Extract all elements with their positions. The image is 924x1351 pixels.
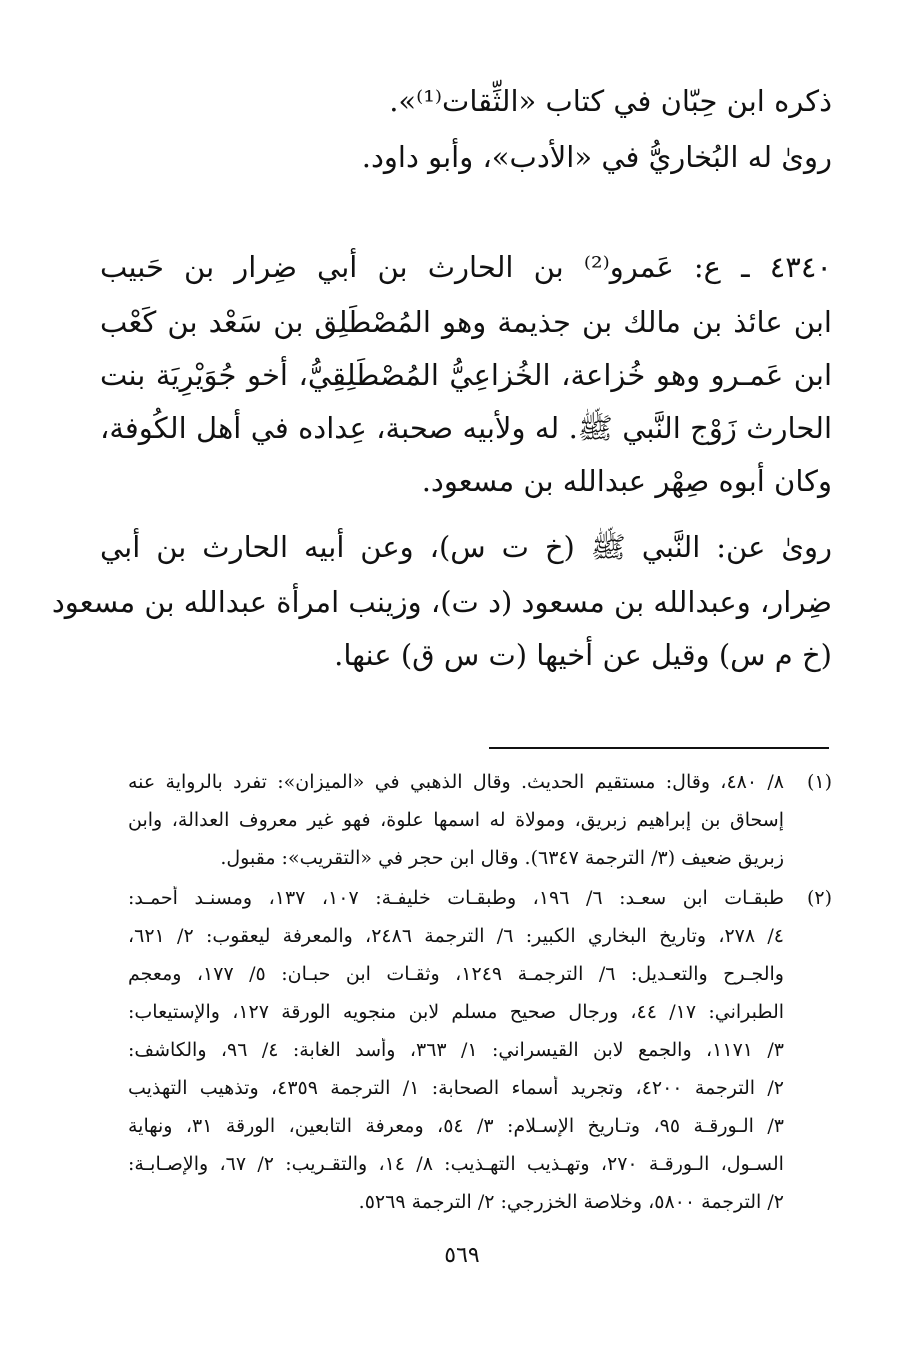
footnote-1-line-2: إسحاق بن إبراهيم زبريق، ومولاة له اسمها علوة، فهو غير معروف العدالة، وابن (128, 809, 784, 831)
narration-line-1: روىٰ عن: النَّبي ﷺ (خ ت س)، وعن أبيه الحارث بن أبي (100, 530, 832, 564)
footnote-2-line-6: ٢/ الترجمة ٤٢٠٠، وتجريد أسماء الصحابة: ١/ الترجمة ٤٣٥٩، وتذهيب التهذيب (128, 1077, 784, 1099)
footnote-2-line-9: ٢/ الترجمة ٥٨٠٠، وخلاصة الخزرجي: ٢/ الترجمة ٥٢٦٩. (358, 1191, 784, 1213)
footnote-marker-1: (١) (806, 771, 832, 793)
entry-line-3: ابن عَمـرو وهو خُزاعة، الخُزاعِيُّ المُصْطَلِقِيُّ، أخو جُوَيْرِيَة بنت (100, 358, 832, 392)
footnote-2-line-1: طبقـات ابن سعـد: ٦/ ١٩٦، وطبقـات خليفـة: ١٠٧، ١٣٧، ومسنـد أحمـد: (128, 887, 784, 909)
footnote-2-line-4: الطبراني: ١٧/ ٤٤، ورجال صحيح مسلم لابن منجويه الورقة ١٢٧، والإستيعاب: (128, 1001, 784, 1023)
entry-line-5: وكان أبوه صِهْر عبدالله بن مسعود. (421, 464, 832, 498)
entry-line-2: ابن عائذ بن مالك بن جذيمة وهو المُصْطَلِق بن سَعْد بن كَعْب (100, 305, 832, 339)
footnote-separator (489, 747, 829, 749)
header-line-2: روىٰ له البُخاريُّ في «الأدب»، وأبو داود. (361, 140, 832, 174)
footnote-marker-2: (٢) (806, 887, 832, 909)
narration-line-3: (خ م س) وقيل عن أخيها (ت س ق) عنها. (334, 638, 832, 672)
footnote-2-line-7: ٣/ الـورقـة ٩٥، وتـاريخ الإسـلام: ٣/ ٥٤، ومعرفة التابعين، الورقة ٣١، ونهاية (128, 1115, 784, 1137)
entry-line-1: ٤٣٤٠ ـ ع: عَمرو⁽²⁾ بن الحارث بن أبي ضِرار بن حَبيب (100, 250, 832, 284)
footnote-2-line-3: والجـرح والتعـديل: ٦/ الترجمـة ١٢٤٩، وثقـات ابن حبـان: ٥/ ١٧٧، ومعجم (128, 963, 784, 985)
entry-line-4: الحارث زَوْج النَّبي ﷺ. له ولأبيه صحبة، عِداده في أهل الكُوفة، (100, 411, 832, 445)
page-number: ٥٦٩ (444, 1243, 480, 1268)
footnote-2-line-2: ٤/ ٢٧٨، وتاريخ البخاري الكبير: ٦/ الترجمة ٢٤٨٦، والمعرفة ليعقوب: ٢/ ٦٢١، (128, 925, 784, 947)
footnote-1-line-3: زبريق ضعيف (٣/ الترجمة ٦٣٤٧). وقال ابن حجر في «التقريب»: مقبول. (220, 847, 784, 869)
footnote-2-line-8: السـول، الـورقـة ٢٧٠، وتهـذيب التهـذيب: ٨/ ١٤، والتقـريب: ٢/ ٦٧، والإصـابـة: (128, 1153, 784, 1175)
header-line-1: ذكره ابن حِبّان في كتاب «الثِّقات⁽¹⁾». (389, 84, 832, 118)
narration-line-2: ضِرار، وعبدالله بن مسعود (د ت)، وزينب امرأة عبدالله بن مسعود (51, 585, 832, 619)
footnote-2-line-5: ٣/ ١١٧١، والجمع لابن القيسراني: ١/ ٣٦٣، وأسد الغابة: ٤/ ٩٦، والكاشف: (128, 1039, 784, 1061)
footnote-1-line-1: ٨/ ٤٨٠، وقال: مستقيم الحديث. وقال الذهبي في «الميزان»: تفرد بالرواية عنه (128, 771, 784, 793)
